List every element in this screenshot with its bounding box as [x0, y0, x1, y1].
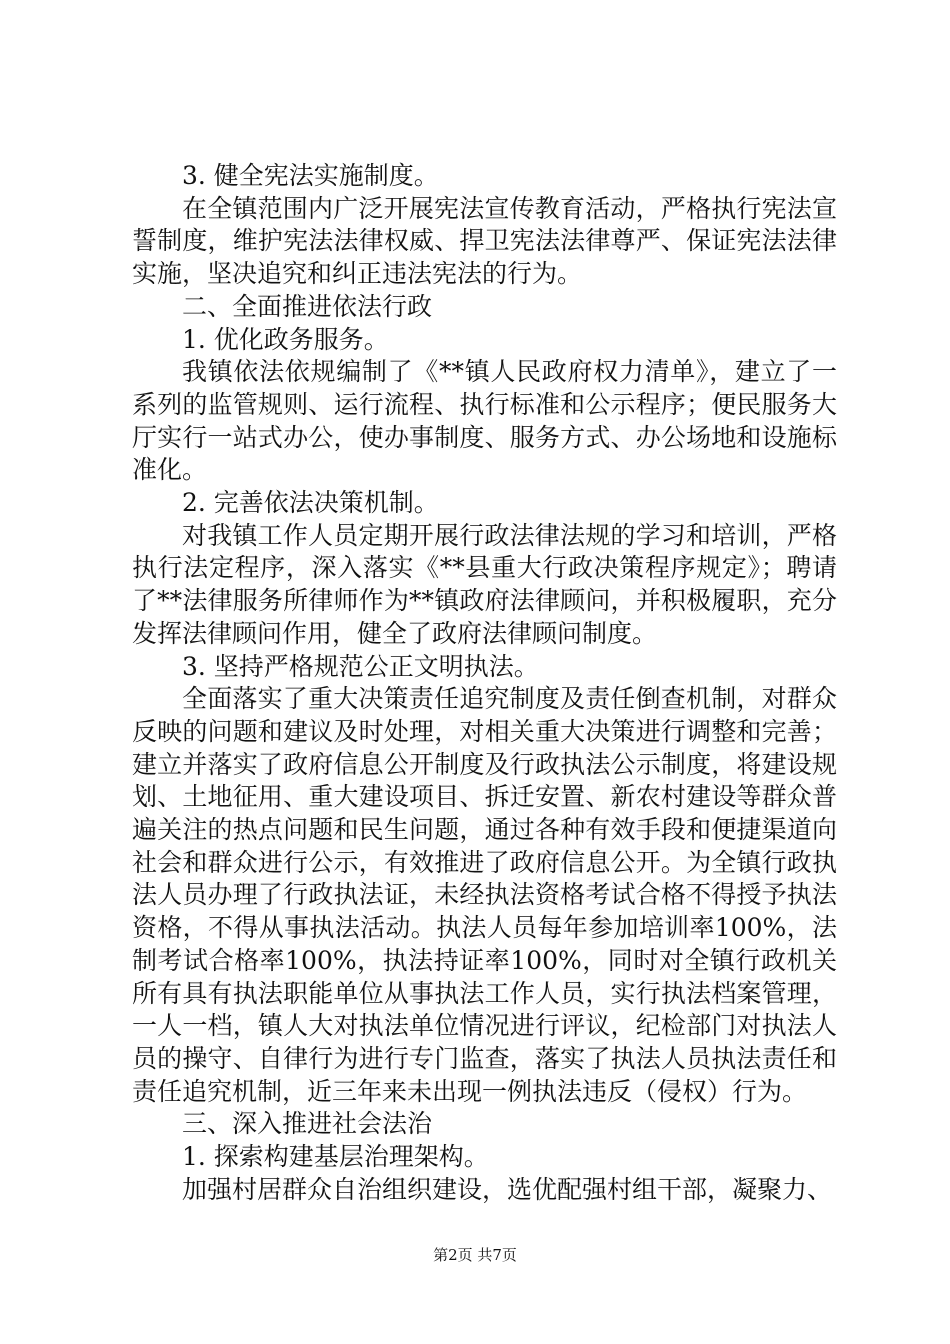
document-body: [132, 160, 837, 1207]
section-heading-constitution: 3. 健全宪法实施制度。: [182, 161, 439, 190]
paragraph-services: 我镇依法依规编制了《**镇人民政府权力清单》，建立了一系列的监管规则、运行流程、执行标准和公示程序；便民服务大厅实行一站式办公，使办事制度、服务方式、办公场地和设施标准化。: [132, 357, 837, 485]
chapter-heading-social: 三、深入推进社会法治: [182, 1109, 433, 1139]
paragraph-governance: 加强村居群众自治组织建设，选优配强村组干部，凝聚力、: [182, 1174, 833, 1204]
paragraph-constitution: 在全镇范围内广泛开展宪法宣传教育活动，严格执行宪法宣誓制度，维护宪法法律权威、捍卫宪法法律尊严、保证宪法法律实施，坚决追究和纠正违法宪法的行为。: [132, 193, 837, 289]
section-heading-governance: 1. 探索构建基层治理架构。: [182, 1142, 489, 1172]
paragraph-enforcement: 全面落实了重大决策责任追究制度及责任倒查机制，对群众反映的问题和建议及时处理，对相关重大决策进行调整和完善；建立并落实了政府信息公开制度及行政执法公示制度，将建设规划、土地征用、重大建设项目、拆迁安置、新农村建设等群众普遍关注的热点问题和民生问题，通过各种有效手段和便捷渠道向社会和群众进行公示，有效推进了政府信息公开。为全镇行政执法人员办理了行政执法证，未经执法资格考试合格不得授予执法资格，不得从事执法活动。执法人员每年参加培训率100%，法制考试合格率100%，执法持证率100%，同时对全镇行政机关所有具有执法职能单位从事执法工作人员，实行执法档案管理，一人一档，镇人大对执法单位情况进行评议，纪检部门对执法人员的操守、自律行为进行专门监查，落实了执法人员执法责任和责任追究机制，近三年来未出现一例执法违反（侵权）行为。: [132, 684, 837, 1106]
section-heading-decision: 2. 完善依法决策机制。: [182, 488, 439, 518]
chapter-heading-administration: 二、全面推进依法行政: [182, 291, 433, 321]
page-number-footer: 第2页 共7页: [433, 1246, 517, 1264]
section-heading-enforcement: 3. 坚持严格规范公正文明执法。: [182, 651, 539, 681]
section-heading-services: 1. 优化政务服务。: [182, 324, 389, 354]
paragraph-decision: 对我镇工作人员定期开展行政法律法规的学习和培训，严格执行法定程序，深入落实《**县重大行政决策程序规定》；聘请了**法律服务所律师作为**镇政府法律顾问，并积极履职，充分发挥法律顾问作用，健全了政府法律顾问制度。: [132, 520, 837, 648]
